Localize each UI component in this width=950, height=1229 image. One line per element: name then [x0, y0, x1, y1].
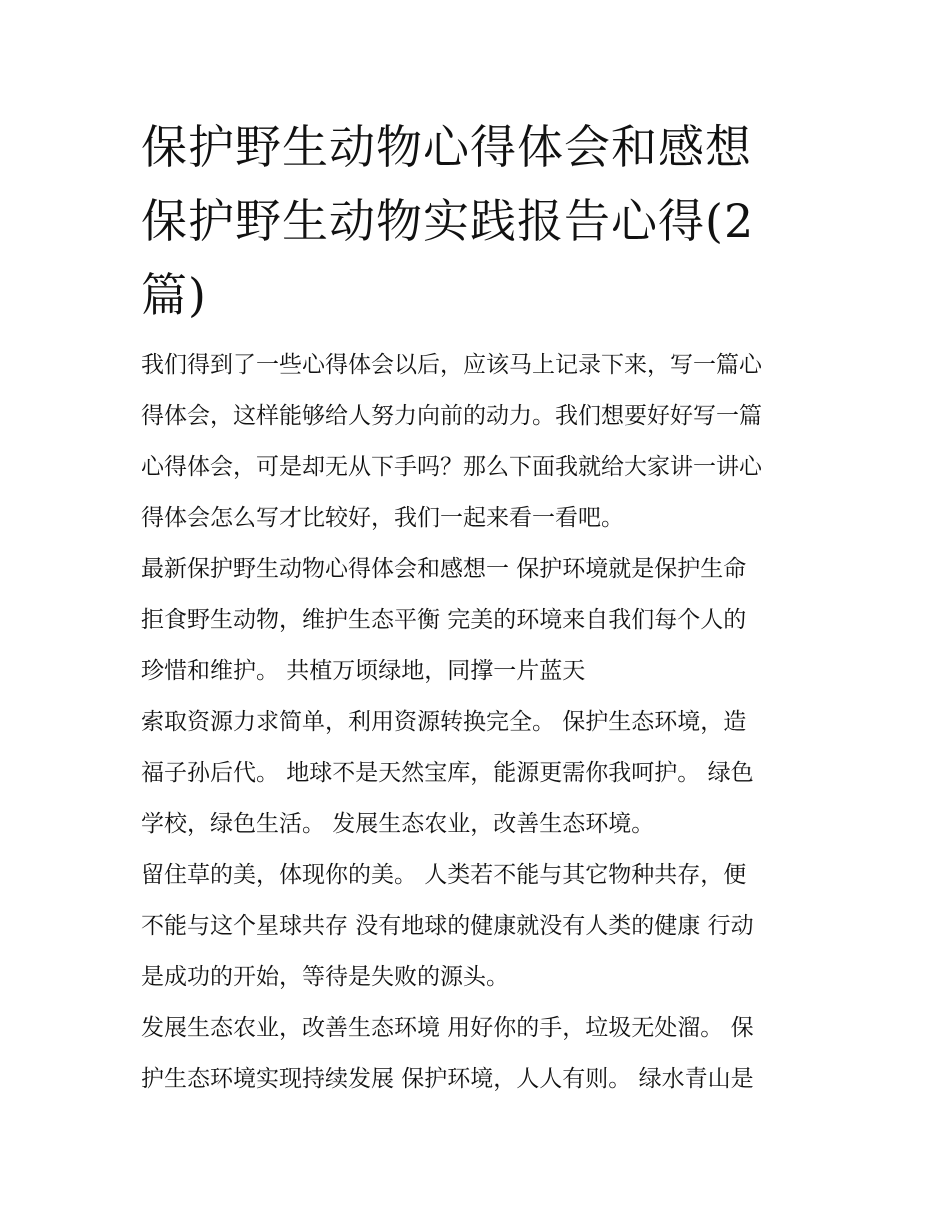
- document-page: [141, 110, 821, 1105]
- text-line: 心得体会，可是却无从下手吗？那么下面我就给大家讲一讲心: [141, 454, 762, 480]
- text-line: 护生态环境实现持续发展 保护环境，人人有则。 绿水青山是: [141, 1066, 754, 1092]
- paragraph-intro: [141, 340, 821, 544]
- text-line: 索取资源力求简单，利用资源转换完全。 保护生态环境，造: [141, 709, 747, 735]
- text-line: 学校，绿色生活。 发展生态农业，改善生态环境。: [141, 811, 655, 837]
- text-line: 发展生态农业，改善生态环境 用好你的手，垃圾无处溜。 保: [141, 1015, 754, 1041]
- document-title: [141, 110, 821, 332]
- text-line: 福子孙后代。 地球不是天然宝库，能源更需你我呵护。 绿色: [141, 760, 754, 786]
- paragraph-slogans-4: [141, 1003, 821, 1105]
- text-line: 我们得到了一些心得体会以后，应该马上记录下来，写一篇心: [141, 352, 762, 378]
- text-line: 得体会怎么写才比较好，我们一起来看一看吧。: [141, 505, 624, 531]
- text-line: 得体会，这样能够给人努力向前的动力。我们想要好好写一篇: [141, 403, 762, 429]
- text-line: 留住草的美，体现你的美。 人类若不能与其它物种共存，便: [141, 862, 747, 888]
- title-line-1: 保护野生动物心得体会和感想: [141, 120, 752, 174]
- paragraph-slogans-1: [141, 544, 821, 697]
- title-line-2: 保护野生动物实践报告心得(2: [141, 194, 755, 248]
- title-line-3: 篇): [141, 268, 207, 322]
- text-line: 不能与这个星球共存 没有地球的健康就没有人类的健康 行动: [141, 913, 754, 939]
- paragraph-slogans-3: [141, 850, 821, 1003]
- text-line: 珍惜和维护。 共植万顷绿地，同撑一片蓝天: [141, 658, 586, 684]
- paragraph-slogans-2: [141, 697, 821, 850]
- text-line: 最新保护野生动物心得体会和感想一 保护环境就是保护生命: [141, 556, 747, 582]
- text-line: 是成功的开始，等待是失败的源头。: [141, 964, 509, 990]
- text-line: 拒食野生动物，维护生态平衡 完美的环境来自我们每个人的: [141, 607, 747, 633]
